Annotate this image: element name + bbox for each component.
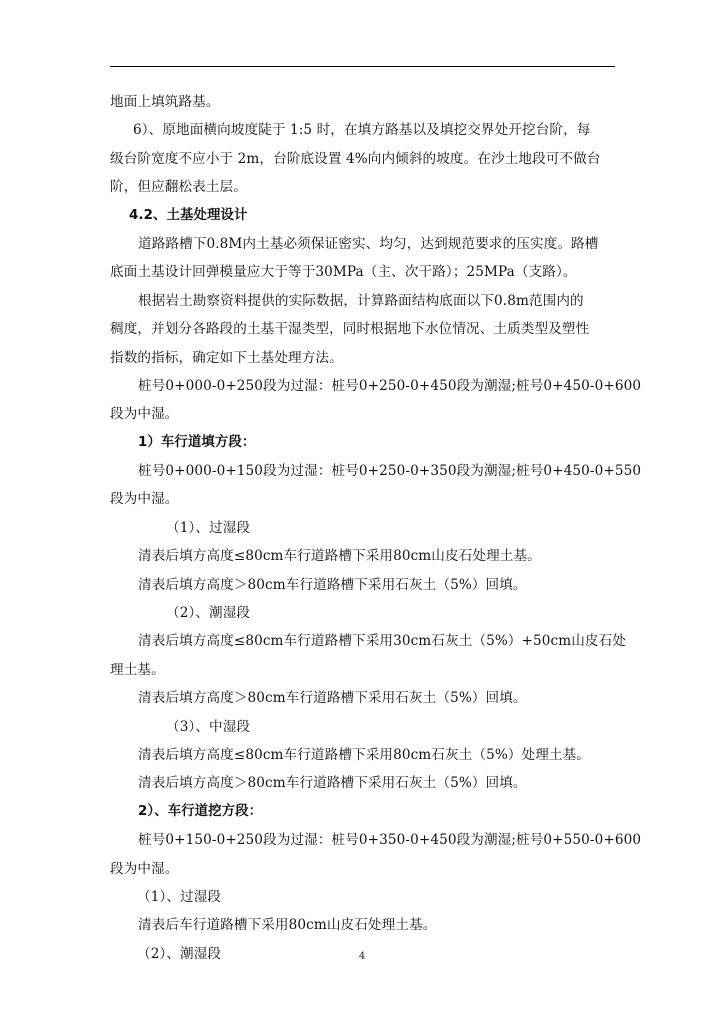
page-number: 4 [358, 951, 366, 962]
text-line: 阶，但应翻松表土层。 [110, 179, 247, 196]
text-line: 底面土基设计回弹模量应大于等于30MPa（主、次干路）；25MPa（支路）。 [110, 264, 577, 281]
text-line: 清表后填方高度＞80cm车行道路槽下采用石灰土（5%）回填。 [138, 690, 527, 707]
item-heading: （3）、中湿段 [166, 718, 251, 735]
subsection-heading: 1）车行道填方段： [138, 434, 256, 450]
text-line: 段为中湿。 [110, 491, 179, 508]
text-line: 指数的指标，确定如下土基处理方法。 [110, 349, 343, 366]
text-line: 道路路槽下0.8M内土基必须保证密实、均匀，达到规范要求的压实度。路槽 [138, 235, 599, 252]
document-body [110, 88, 642, 968]
header-rule [110, 66, 615, 67]
text-line: 理土基。 [110, 661, 165, 678]
text-line: 桩号0+150-0+250段为过湿：桩号0+350-0+450段为潮湿;桩号0+550-0+600 [138, 832, 642, 849]
item-heading: （1）、过湿段 [166, 519, 251, 536]
text-line: 根据岩土勘察资料提供的实际数据，计算路面结构底面以下0.8m范围内的 [138, 292, 584, 309]
text-line: 清表后填方高度≤80cm车行道路槽下采用80cm山皮石处理土基。 [138, 548, 541, 565]
text-line: 清表后填方高度＞80cm车行道路槽下采用石灰土（5%）回填。 [138, 775, 527, 792]
text-line: 级台阶宽度不应小于 2m，台阶底设置 4%向内倾斜的坡度。在沙土地段可不做台 [110, 150, 601, 167]
text-line: 稠度，并划分各路段的土基干湿类型，同时根据地下水位情况、土质类型及塑性 [110, 321, 590, 338]
section-heading: 4.2、土基处理设计 [129, 207, 248, 223]
text-line: 6）、原地面横向坡度陡于 1:5 时，在填方路基以及填挖交界处开挖台阶，每 [133, 122, 591, 139]
item-heading: （2）、潮湿段 [166, 605, 251, 622]
text-line: 桩号0+000-0+250段为过湿：桩号0+250-0+450段为潮湿;桩号0+450-0+600 [138, 377, 642, 394]
text-line: 清表后车行道路槽下采用80cm山皮石处理土基。 [138, 917, 437, 934]
text-line: 清表后填方高度≤80cm车行道路槽下采用30cm石灰土（5%）+50cm山皮石处 [138, 633, 626, 650]
text-line: 段为中湿。 [110, 860, 179, 877]
item-heading: （1）、过湿段 [137, 888, 222, 905]
text-line: 清表后填方高度＞80cm车行道路槽下采用石灰土（5%）回填。 [138, 576, 527, 593]
text-line: 桩号0+000-0+150段为过湿：桩号0+250-0+350段为潮湿;桩号0+450-0+550 [138, 463, 642, 480]
item-heading: （2）、潮湿段 [137, 945, 222, 962]
subsection-heading: 2）、车行道挖方段： [138, 803, 263, 819]
text-line: 地面上填筑路基。 [110, 94, 220, 110]
text-line: 清表后填方高度≤80cm车行道路槽下采用80cm石灰土（5%）处理土基。 [138, 746, 590, 763]
text-line: 段为中湿。 [110, 406, 179, 423]
